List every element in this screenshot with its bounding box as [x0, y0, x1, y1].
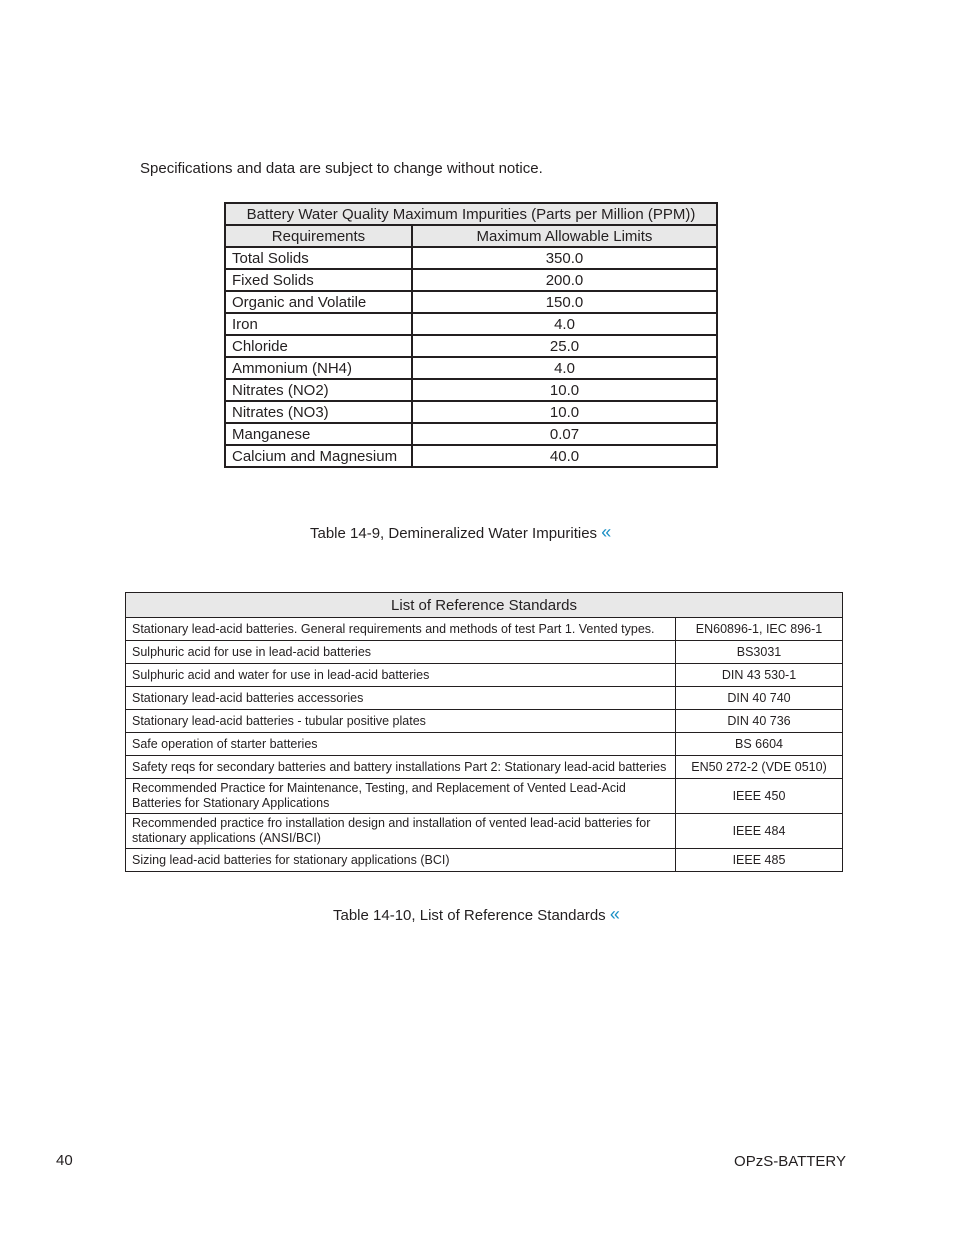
table-row: [126, 849, 843, 872]
table-row: [126, 687, 843, 710]
back-arrow-icon[interactable]: «: [601, 522, 612, 542]
standard-code: IEEE 484: [676, 814, 843, 849]
standard-description: Safety reqs for secondary batteries and battery installations Part 2: Stationary lead-acid batteries: [126, 756, 676, 779]
standard-code: DIN 43 530-1: [676, 664, 843, 687]
table-row: [225, 313, 717, 335]
standard-description: Recommended practice fro installation design and installation of vented lead-acid batteries for stationary applications (ANSI/BCI): [126, 814, 676, 849]
standard-code: DIN 40 736: [676, 710, 843, 733]
impurity-name: Total Solids: [225, 247, 412, 269]
impurity-name: Organic and Volatile: [225, 291, 412, 313]
table-row: [126, 664, 843, 687]
standard-description: Safe operation of starter batteries: [126, 733, 676, 756]
standards-table-caption: [333, 904, 620, 925]
standard-description: Stationary lead-acid batteries. General requirements and methods of test Part 1. Vented types.: [126, 618, 676, 641]
standard-description: Stationary lead-acid batteries accessories: [126, 687, 676, 710]
standard-description: Sizing lead-acid batteries for stationary applications (BCI): [126, 849, 676, 872]
water-table-title: Battery Water Quality Maximum Impurities (Parts per Million (PPM)): [225, 203, 717, 225]
table-row: [225, 401, 717, 423]
water-impurities-table: [224, 202, 718, 468]
impurity-limit: 150.0: [412, 291, 717, 313]
table-row: [126, 779, 843, 814]
impurity-limit: 200.0: [412, 269, 717, 291]
table-row: [225, 335, 717, 357]
column-header-limits: Maximum Allowable Limits: [412, 225, 717, 247]
water-table-caption-text: Table 14-9, Demineralized Water Impurities: [310, 525, 598, 542]
impurity-limit: 4.0: [412, 313, 717, 335]
table-row: [225, 423, 717, 445]
table-row: [225, 247, 717, 269]
impurity-limit: 0.07: [412, 423, 717, 445]
impurity-name: Nitrates (NO2): [225, 379, 412, 401]
standard-description: Sulphuric acid for use in lead-acid batteries: [126, 641, 676, 664]
table-row: [225, 379, 717, 401]
standard-code: DIN 40 740: [676, 687, 843, 710]
standard-code: EN50 272-2 (VDE 0510): [676, 756, 843, 779]
standard-description: Recommended Practice for Maintenance, Testing, and Replacement of Vented Lead-Acid Batteries for Stationary Applications: [126, 779, 676, 814]
standard-code: IEEE 450: [676, 779, 843, 814]
table-row: [126, 756, 843, 779]
table-row: [126, 641, 843, 664]
impurity-name: Chloride: [225, 335, 412, 357]
water-table-caption: [310, 522, 611, 543]
column-header-requirements: Requirements: [225, 225, 412, 247]
impurity-name: Ammonium (NH4): [225, 357, 412, 379]
page-number: 40: [56, 1152, 73, 1169]
table-row: [126, 710, 843, 733]
impurity-name: Manganese: [225, 423, 412, 445]
impurity-name: Iron: [225, 313, 412, 335]
standard-code: BS3031: [676, 641, 843, 664]
impurity-limit: 25.0: [412, 335, 717, 357]
table-row: [225, 445, 717, 467]
impurity-limit: 40.0: [412, 445, 717, 467]
table-row: [225, 269, 717, 291]
standard-description: Sulphuric acid and water for use in lead-acid batteries: [126, 664, 676, 687]
impurity-limit: 10.0: [412, 401, 717, 423]
impurity-name: Nitrates (NO3): [225, 401, 412, 423]
standards-table-caption-text: Table 14-10, List of Reference Standards: [333, 907, 606, 924]
table-row: [225, 357, 717, 379]
reference-standards-table: [125, 592, 843, 872]
back-arrow-icon[interactable]: «: [609, 904, 620, 924]
impurity-name: Calcium and Magnesium: [225, 445, 412, 467]
footer-product-name: OPzS-BATTERY: [734, 1153, 846, 1170]
standards-table-title: List of Reference Standards: [126, 593, 843, 618]
impurity-limit: 10.0: [412, 379, 717, 401]
notice-text: Specifications and data are subject to change without notice.: [140, 160, 543, 177]
impurity-limit: 4.0: [412, 357, 717, 379]
table-row: [225, 291, 717, 313]
standard-code: EN60896-1, IEC 896-1: [676, 618, 843, 641]
impurity-name: Fixed Solids: [225, 269, 412, 291]
table-row: [126, 618, 843, 641]
standard-description: Stationary lead-acid batteries - tubular positive plates: [126, 710, 676, 733]
impurity-limit: 350.0: [412, 247, 717, 269]
table-row: [126, 814, 843, 849]
table-row: [126, 733, 843, 756]
standard-code: IEEE 485: [676, 849, 843, 872]
standard-code: BS 6604: [676, 733, 843, 756]
